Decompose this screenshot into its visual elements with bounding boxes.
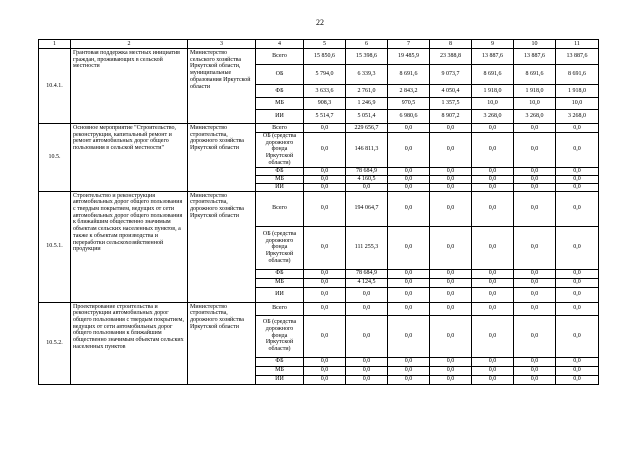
value-cell: 0,0 <box>430 302 472 315</box>
value-cell: 2 843,2 <box>388 85 430 98</box>
value-cell: 0,0 <box>472 269 514 278</box>
column-number: 3 <box>188 40 256 49</box>
item-name: Грантовая поддержка местных инициатив граждан, проживающих в сельской местности <box>71 49 188 124</box>
value-cell: 4 160,5 <box>346 175 388 183</box>
value-cell: 0,0 <box>430 269 472 278</box>
value-cell: 0,0 <box>556 287 599 302</box>
value-cell: 8 691,6 <box>556 65 599 85</box>
value-cell: 19 485,9 <box>388 49 430 65</box>
value-cell: 0,0 <box>556 315 599 357</box>
column-number: 8 <box>430 40 472 49</box>
value-cell: 0,0 <box>430 375 472 384</box>
value-cell: 10,0 <box>472 98 514 110</box>
value-cell: 0,0 <box>514 269 556 278</box>
value-cell: 0,0 <box>430 133 472 168</box>
value-cell: 3 268,0 <box>472 110 514 124</box>
value-cell: 15 398,6 <box>346 49 388 65</box>
value-cell: 1 918,0 <box>556 85 599 98</box>
table-row <box>39 302 599 315</box>
item-code: 10.5.1. <box>39 191 71 302</box>
funding-source: Всего <box>256 302 304 315</box>
value-cell: 3 633,6 <box>304 85 346 98</box>
value-cell: 0,0 <box>556 357 599 366</box>
value-cell: 0,0 <box>388 375 430 384</box>
value-cell: 0,0 <box>430 191 472 226</box>
funding-source: Всего <box>256 191 304 226</box>
item-executor: Министерство сельского хозяйства Иркутской области, муниципальные образования Иркутской области <box>188 49 256 124</box>
value-cell: 0,0 <box>388 366 430 375</box>
value-cell: 10,0 <box>514 98 556 110</box>
value-cell: 13 887,6 <box>514 49 556 65</box>
value-cell: 0,0 <box>304 287 346 302</box>
value-cell: 970,5 <box>388 98 430 110</box>
funding-source: ОБ (средства дорожного фонда Иркутской области) <box>256 133 304 168</box>
value-cell: 0,0 <box>304 191 346 226</box>
value-cell: 0,0 <box>514 287 556 302</box>
value-cell: 0,0 <box>556 133 599 168</box>
value-cell: 1 246,9 <box>346 98 388 110</box>
value-cell: 0,0 <box>472 133 514 168</box>
item-code: 10.5.2. <box>39 302 71 384</box>
value-cell: 4 124,5 <box>346 278 388 287</box>
value-cell: 0,0 <box>556 226 599 269</box>
budget-table <box>38 39 599 385</box>
value-cell: 8 691,6 <box>472 65 514 85</box>
funding-source: ИИ <box>256 183 304 191</box>
item-executor: Министерство строительства, дорожного хозяйства Иркутской области <box>188 302 256 384</box>
value-cell: 78 684,9 <box>346 167 388 175</box>
funding-source: ФБ <box>256 357 304 366</box>
column-number: 11 <box>556 40 599 49</box>
value-cell: 0,0 <box>388 175 430 183</box>
value-cell: 0,0 <box>430 366 472 375</box>
value-cell: 0,0 <box>472 302 514 315</box>
value-cell: 146 811,3 <box>346 133 388 168</box>
funding-source: МБ <box>256 278 304 287</box>
value-cell: 0,0 <box>304 133 346 168</box>
funding-source: МБ <box>256 366 304 375</box>
value-cell: 0,0 <box>514 278 556 287</box>
value-cell: 0,0 <box>304 357 346 366</box>
item-executor: Министерство строительства, дорожного хозяйства Иркутской области <box>188 191 256 302</box>
item-code: 10.4.1. <box>39 49 71 124</box>
value-cell: 0,0 <box>304 315 346 357</box>
value-cell: 0,0 <box>514 302 556 315</box>
value-cell: 0,0 <box>472 124 514 133</box>
value-cell: 0,0 <box>388 167 430 175</box>
value-cell: 8 907,2 <box>430 110 472 124</box>
value-cell: 194 064,7 <box>346 191 388 226</box>
value-cell: 0,0 <box>430 315 472 357</box>
value-cell: 0,0 <box>472 357 514 366</box>
table-row <box>39 124 599 133</box>
funding-source: ОБ (средства дорожного фонда Иркутской области) <box>256 315 304 357</box>
value-cell: 0,0 <box>514 175 556 183</box>
value-cell: 0,0 <box>304 226 346 269</box>
value-cell: 0,0 <box>304 302 346 315</box>
value-cell: 0,0 <box>304 167 346 175</box>
value-cell: 0,0 <box>346 287 388 302</box>
value-cell: 0,0 <box>304 183 346 191</box>
value-cell: 1 357,5 <box>430 98 472 110</box>
column-number: 6 <box>346 40 388 49</box>
item-code: 10.5. <box>39 124 71 192</box>
item-executor: Министерство строительства, дорожного хозяйства Иркутской области <box>188 124 256 192</box>
value-cell: 0,0 <box>514 226 556 269</box>
funding-source: ФБ <box>256 167 304 175</box>
value-cell: 0,0 <box>514 167 556 175</box>
value-cell: 0,0 <box>556 124 599 133</box>
value-cell: 0,0 <box>556 167 599 175</box>
value-cell: 0,0 <box>430 357 472 366</box>
value-cell: 0,0 <box>514 124 556 133</box>
value-cell: 0,0 <box>472 278 514 287</box>
value-cell: 0,0 <box>514 183 556 191</box>
value-cell: 0,0 <box>514 191 556 226</box>
value-cell: 6 980,6 <box>388 110 430 124</box>
value-cell: 0,0 <box>472 366 514 375</box>
item-name: Основное мероприятие "Строительство, реконструкция, капитальный ремонт и ремонт автомобильных дорог общего пользования в сельской местности" <box>71 124 188 192</box>
value-cell: 0,0 <box>388 269 430 278</box>
item-name: Проектирование строительства и реконструкции автомобильных дорог общего пользования с твердым покрытием, ведущих от сети автомобильных дорог общего пользования к ближайшим общественно значимым объектам сельских населенных пунктов <box>71 302 188 384</box>
value-cell: 0,0 <box>556 191 599 226</box>
funding-source: ФБ <box>256 269 304 278</box>
table-row <box>39 191 599 226</box>
value-cell: 0,0 <box>472 226 514 269</box>
value-cell: 0,0 <box>430 278 472 287</box>
value-cell: 0,0 <box>388 315 430 357</box>
value-cell: 0,0 <box>472 287 514 302</box>
value-cell: 13 887,6 <box>472 49 514 65</box>
value-cell: 0,0 <box>514 315 556 357</box>
value-cell: 0,0 <box>514 357 556 366</box>
value-cell: 0,0 <box>346 315 388 357</box>
value-cell: 0,0 <box>388 226 430 269</box>
value-cell: 908,3 <box>304 98 346 110</box>
value-cell: 0,0 <box>472 175 514 183</box>
value-cell: 0,0 <box>346 302 388 315</box>
value-cell: 0,0 <box>388 357 430 366</box>
value-cell: 0,0 <box>556 278 599 287</box>
value-cell: 0,0 <box>304 269 346 278</box>
value-cell: 0,0 <box>388 191 430 226</box>
funding-source: ИИ <box>256 375 304 384</box>
value-cell: 0,0 <box>388 183 430 191</box>
value-cell: 0,0 <box>388 287 430 302</box>
value-cell: 0,0 <box>430 175 472 183</box>
value-cell: 78 684,9 <box>346 269 388 278</box>
value-cell: 0,0 <box>556 183 599 191</box>
column-number: 2 <box>71 40 188 49</box>
value-cell: 0,0 <box>514 366 556 375</box>
value-cell: 8 691,6 <box>514 65 556 85</box>
value-cell: 13 887,6 <box>556 49 599 65</box>
value-cell: 0,0 <box>304 278 346 287</box>
funding-source: ОБ (средства дорожного фонда Иркутской области) <box>256 226 304 269</box>
value-cell: 5 794,0 <box>304 65 346 85</box>
value-cell: 4 050,4 <box>430 85 472 98</box>
value-cell: 15 850,6 <box>304 49 346 65</box>
value-cell: 6 339,3 <box>346 65 388 85</box>
value-cell: 0,0 <box>346 366 388 375</box>
funding-source: ОБ <box>256 65 304 85</box>
value-cell: 0,0 <box>556 269 599 278</box>
value-cell: 10,0 <box>556 98 599 110</box>
value-cell: 0,0 <box>304 375 346 384</box>
column-number: 7 <box>388 40 430 49</box>
value-cell: 0,0 <box>430 124 472 133</box>
funding-source: ФБ <box>256 85 304 98</box>
value-cell: 0,0 <box>388 133 430 168</box>
value-cell: 3 268,0 <box>556 110 599 124</box>
column-number: 1 <box>39 40 71 49</box>
value-cell: 0,0 <box>388 302 430 315</box>
value-cell: 5 051,4 <box>346 110 388 124</box>
value-cell: 0,0 <box>472 315 514 357</box>
value-cell: 0,0 <box>556 375 599 384</box>
funding-source: Всего <box>256 124 304 133</box>
funding-source: МБ <box>256 98 304 110</box>
value-cell: 0,0 <box>556 175 599 183</box>
column-number: 9 <box>472 40 514 49</box>
value-cell: 0,0 <box>472 375 514 384</box>
table-row <box>39 49 599 65</box>
value-cell: 0,0 <box>304 175 346 183</box>
funding-source: МБ <box>256 175 304 183</box>
value-cell: 0,0 <box>346 183 388 191</box>
value-cell: 0,0 <box>304 124 346 133</box>
column-number: 4 <box>256 40 304 49</box>
value-cell: 0,0 <box>304 366 346 375</box>
value-cell: 0,0 <box>430 183 472 191</box>
column-number: 5 <box>304 40 346 49</box>
value-cell: 111 255,3 <box>346 226 388 269</box>
value-cell: 0,0 <box>514 375 556 384</box>
header-row <box>39 40 599 49</box>
value-cell: 1 918,0 <box>472 85 514 98</box>
value-cell: 5 514,7 <box>304 110 346 124</box>
funding-source: Всего <box>256 49 304 65</box>
value-cell: 0,0 <box>346 357 388 366</box>
value-cell: 8 691,6 <box>388 65 430 85</box>
value-cell: 9 073,7 <box>430 65 472 85</box>
item-name: Строительство и реконструкция автомобильных дорог общего пользования с твердым покрытием, ведущих от сети автомобильных дорог общего пользования к ближайшим общественно значимым объектам сельских населенных пунктов, а также к объектам производства и переработки сельскохозяйственной продукции <box>71 191 188 302</box>
funding-source: ИИ <box>256 110 304 124</box>
funding-source: ИИ <box>256 287 304 302</box>
value-cell: 0,0 <box>346 375 388 384</box>
value-cell: 23 388,8 <box>430 49 472 65</box>
value-cell: 0,0 <box>472 167 514 175</box>
value-cell: 0,0 <box>388 124 430 133</box>
value-cell: 0,0 <box>430 287 472 302</box>
value-cell: 0,0 <box>514 133 556 168</box>
value-cell: 0,0 <box>430 226 472 269</box>
value-cell: 1 918,0 <box>514 85 556 98</box>
value-cell: 0,0 <box>556 302 599 315</box>
value-cell: 0,0 <box>472 183 514 191</box>
value-cell: 2 761,0 <box>346 85 388 98</box>
value-cell: 0,0 <box>430 167 472 175</box>
value-cell: 3 268,0 <box>514 110 556 124</box>
value-cell: 0,0 <box>556 366 599 375</box>
value-cell: 0,0 <box>388 278 430 287</box>
value-cell: 229 656,7 <box>346 124 388 133</box>
page-number: 22 <box>316 18 324 27</box>
value-cell: 0,0 <box>472 191 514 226</box>
column-number: 10 <box>514 40 556 49</box>
